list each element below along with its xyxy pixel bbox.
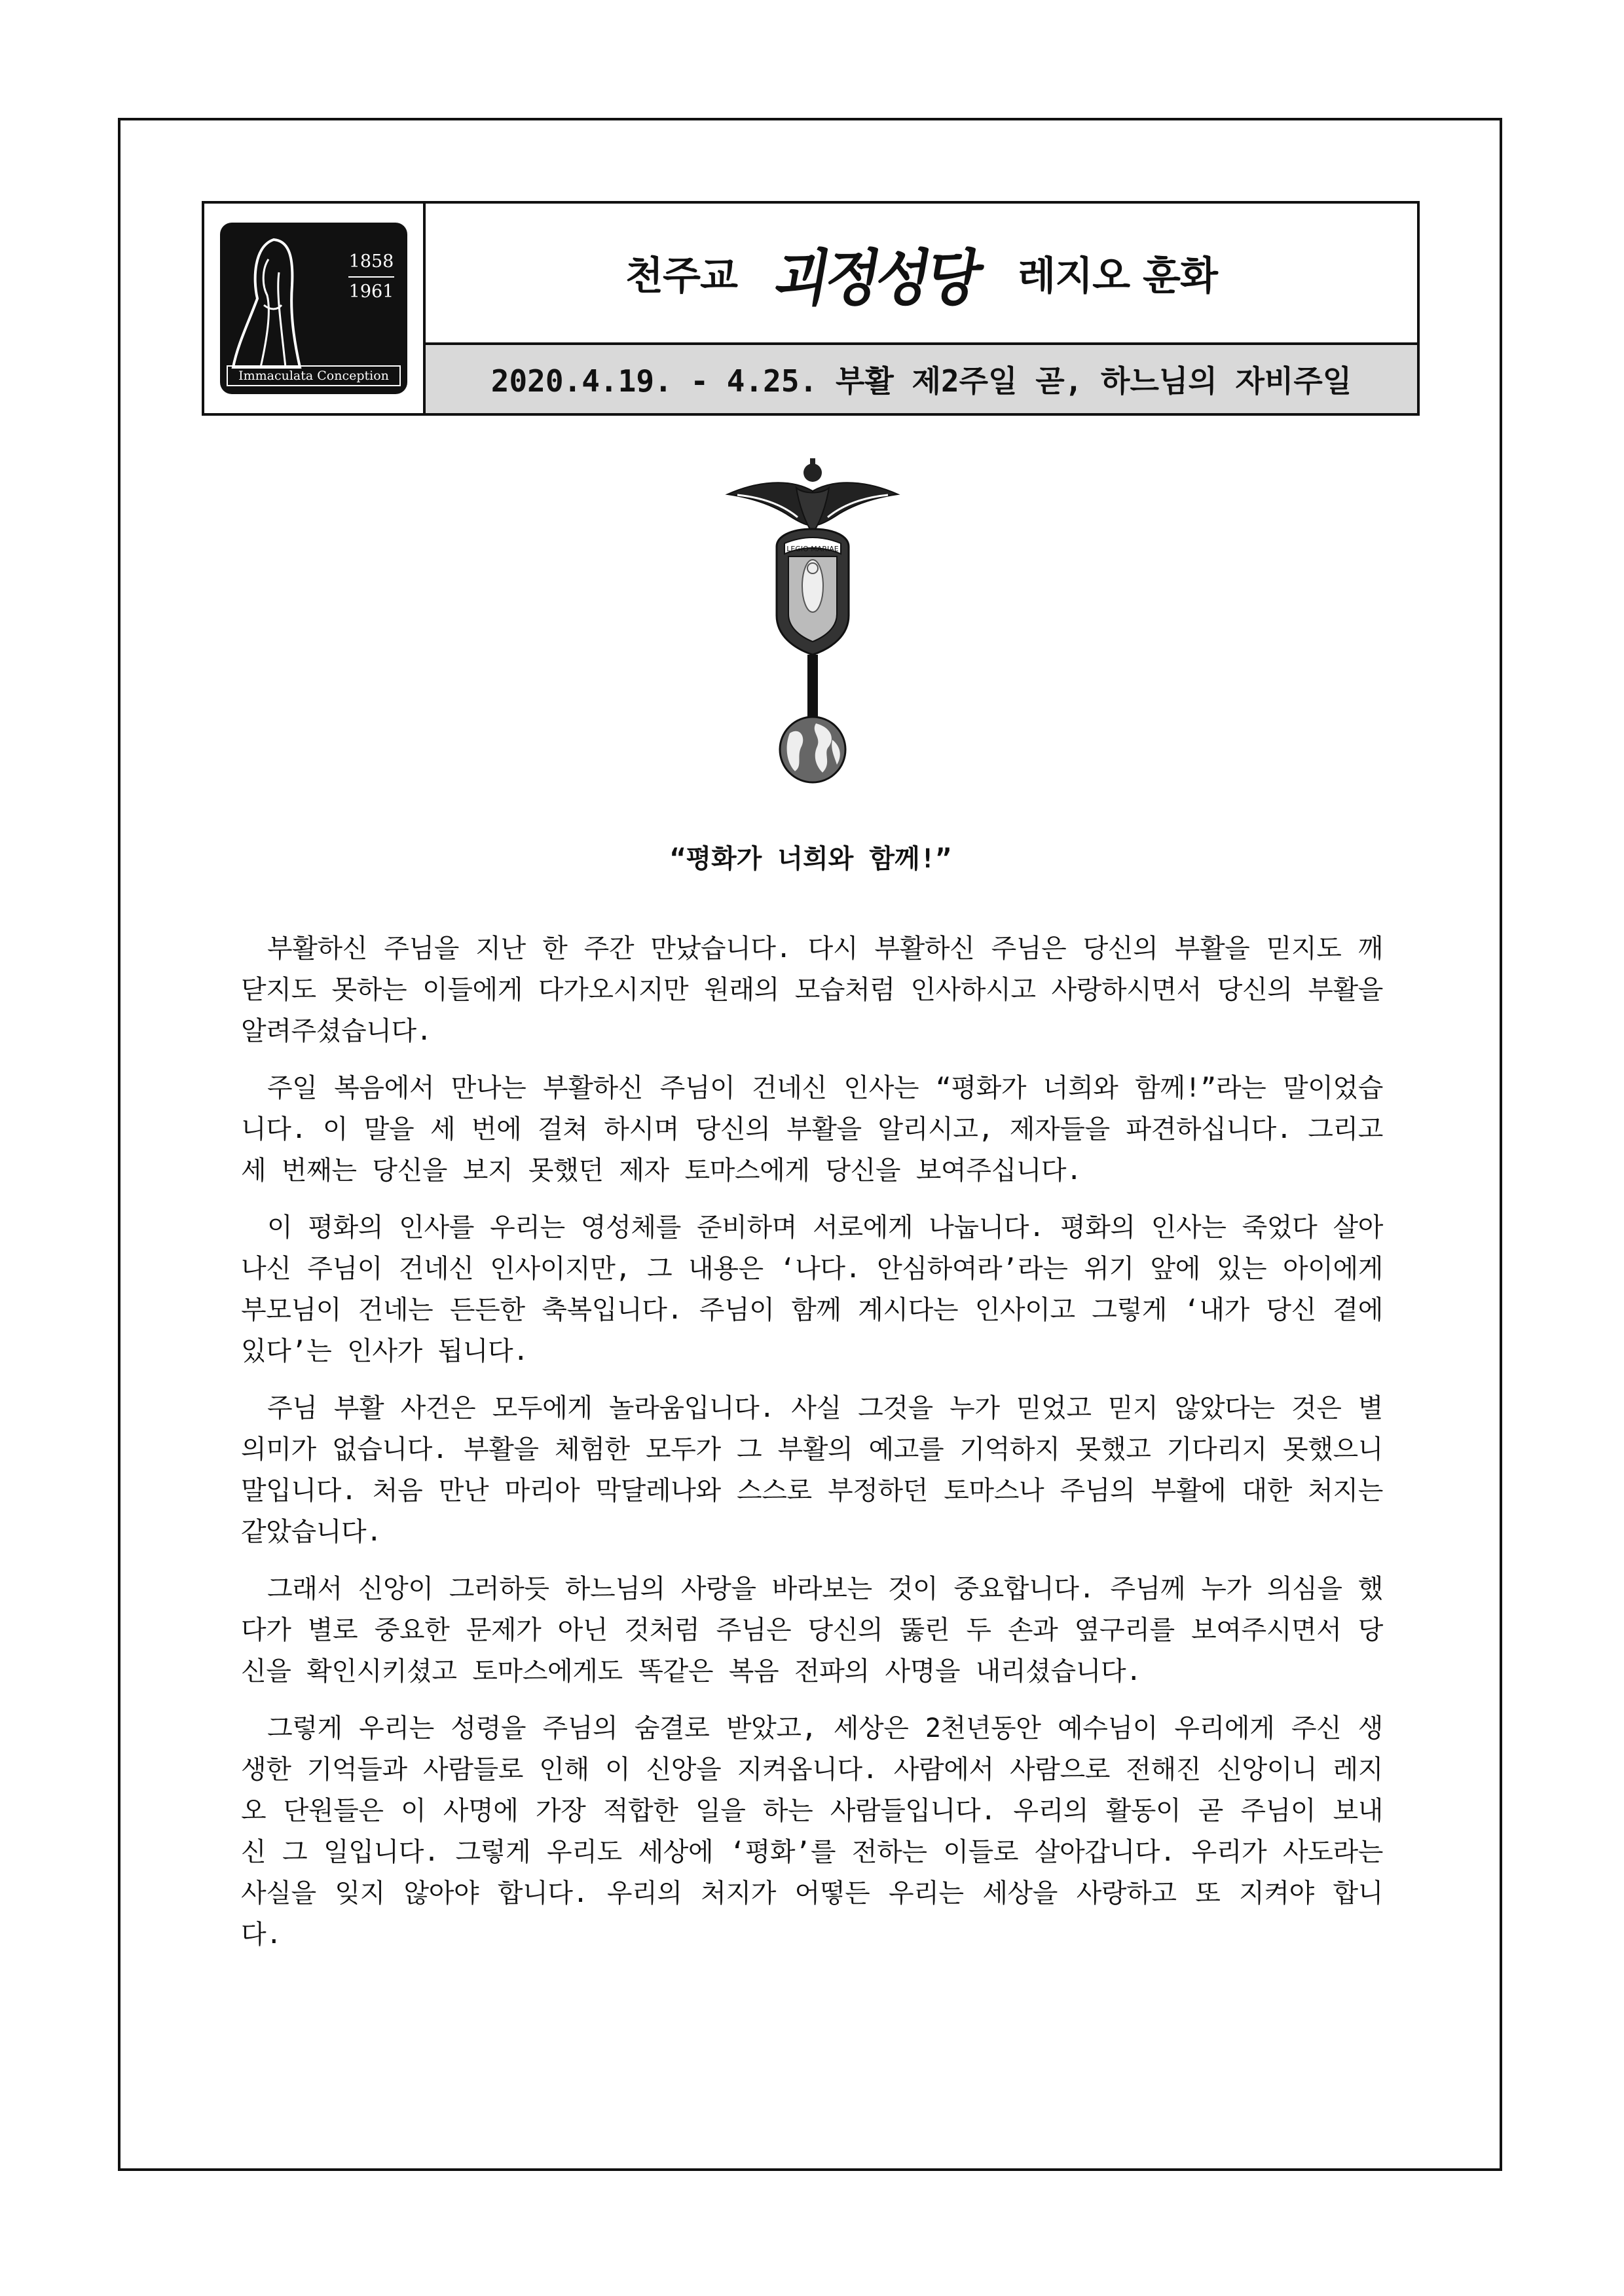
paragraph: 이 평화의 인사를 우리는 영성체를 준비하며 서로에게 나눕니다. 평화의 인사는 죽었다 살아나신 주님이 건네신 인사이지만, 그 내용은 ‘나다. 안심하여라’라는 위기 앞에 있는 아이에게 부모님이 건네는 든든한 축복입니다. 주님이 함께 계시다는 인사이고 그렇게 ‘내가 당신 곁에 있다’는 인사가 됩니다. [241,1212,1383,1366]
logo-years [348,249,394,305]
title-row [426,204,1417,342]
paragraph: 부활하신 주님을 지난 한 주간 만났습니다. 다시 부활하신 주님은 당신의 부활을 믿지도 깨닫지도 못하는 이들에게 다가오시지만 원래의 모습처럼 인사하시고 사랑하시면서 당신의 부활을 알려주셨습니다. [241,934,1383,1046]
logo-year-end: 1961 [348,282,394,302]
paragraph: 그래서 신앙이 그러하듯 하느님의 사랑을 바라보는 것이 중요합니다. 주님께 누가 의심을 했다가 별로 중요한 문제가 아닌 것처럼 주님은 당신의 뚫린 두 손과 옆구리를 보여주시면서 당신을 확인시키셨고 토마스에게도 똑같은 복음 전파의 사명을 내리셨습니다. [241,1574,1383,1686]
bulletin-header [202,201,1420,416]
date-subtitle: 2020.4.19. - 4.25. 부활 제2주일 곧, 하느님의 자비주일 [426,342,1417,413]
paragraph: 주님 부활 사건은 모두에게 놀라움입니다. 사실 그것을 누가 믿었고 믿지 않았다는 것은 별 의미가 없습니다. 부활을 체험한 모두가 그 부활의 예고를 기억하지 못했고 기다리지 못했으니 말입니다. 처음 만난 마리아 막달레나와 스스로 부정하던 토마스나 주님의 부활에 대한 처지는 같았습니다. [241,1393,1383,1547]
paragraph: 주일 복음에서 만나는 부활하신 주님이 건네신 인사는 “평화가 너희와 함께!”라는 말이었습니다. 이 말을 세 번에 걸쳐 하시며 당신의 부활을 알리시고, 제자들을 파견하십니다. 그리고 세 번째는 당신을 보지 못했던 제자 토마스에게 당신을 보여주십니다. [241,1073,1383,1186]
title-parish-name: 괴정성당 [769,242,984,314]
title-cell [426,204,1417,413]
title-right: 레지오 훈화 [1018,253,1217,299]
title-left: 천주교 [625,253,737,299]
logo-cell [204,204,426,413]
madonna-silhouette-icon [228,233,326,371]
logo-year-divider [348,276,394,278]
logo-caption: Immaculata Conception [227,365,401,386]
legio-mariae-emblem-icon [724,458,901,786]
paragraph: 그렇게 우리는 성령을 주님의 숨결로 받았고, 세상은 2천년동안 예수님이 우리에게 주신 생생한 기억들과 사람들로 인해 이 신앙을 지켜옵니다. 사람에서 사람으로 전해진 신앙이니 레지오 단원들은 이 사명에 가장 적합한 일을 하는 사람들입니다. 우리의 활동이 곧 주님이 보내신 그 일입니다. 그렇게 우리도 세상에 ‘평화’를 전하는 이들로 살아갑니다. 우리가 사도라는 사실을 잊지 않아야 합니다. 우리의 처지가 어떻든 우리는 세상을 사랑하고 또 지켜야 합니다. [241,1713,1383,1950]
emblem-banner-text: LEGIO MARIAE [786,545,839,553]
parish-logo [220,223,407,394]
quote-title: “평화가 너희와 함께!” [670,844,951,874]
homily-body [241,928,1383,1971]
logo-year-start: 1858 [348,251,394,272]
